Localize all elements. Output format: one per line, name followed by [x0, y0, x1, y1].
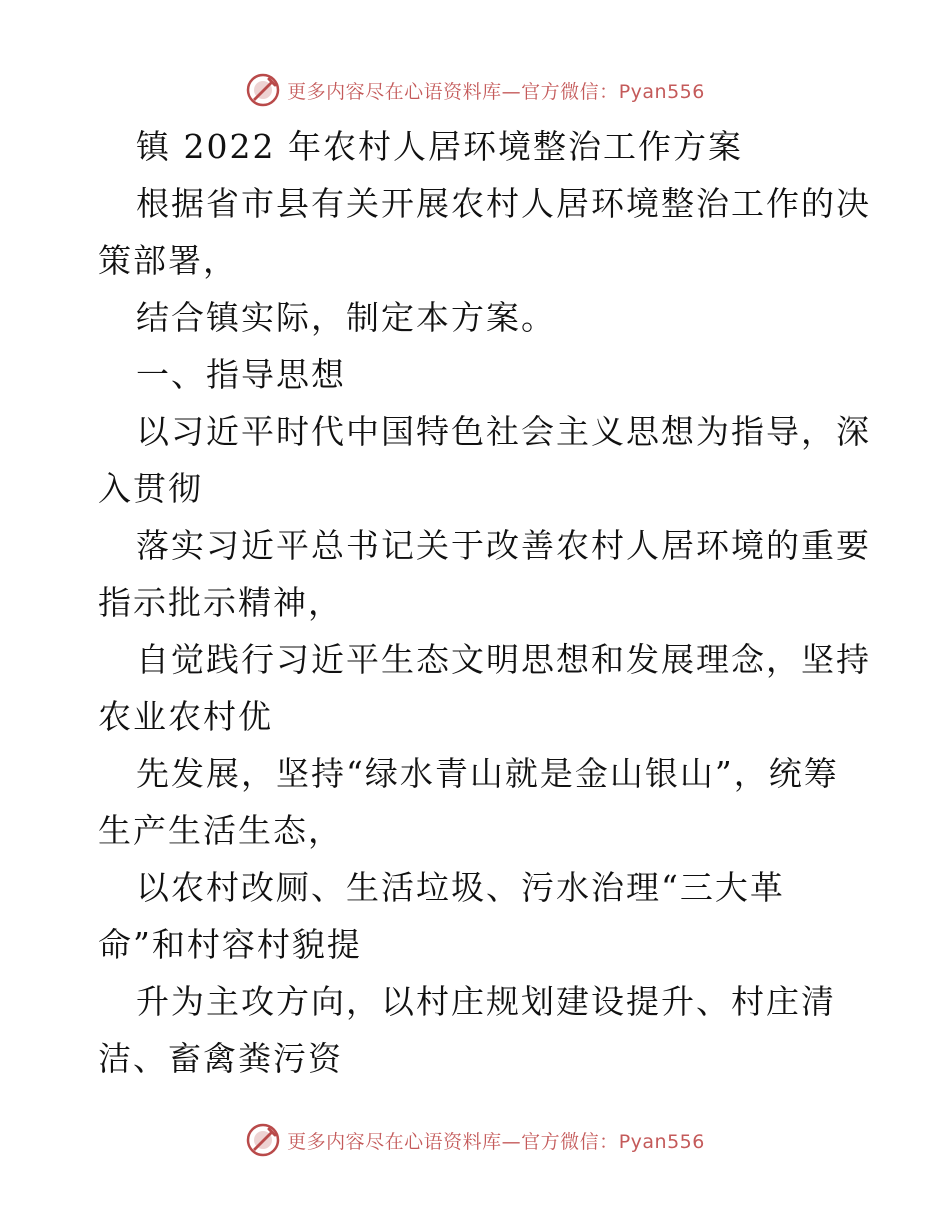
quill-seal-icon	[245, 72, 281, 108]
watermark-wechat-label: 官方微信：	[521, 1130, 619, 1153]
paragraph-line: 指示批示精神，	[98, 583, 343, 622]
paragraph-line: 根据省市县有关开展农村人居环境整治工作的决	[136, 184, 871, 223]
watermark-brand-text: 更多内容尽在心语资料库	[287, 80, 502, 103]
paragraph-line: 落实习近平总书记关于改善农村人居环境的重要	[136, 526, 871, 565]
paragraph-line: 入贯彻	[98, 469, 203, 508]
watermark-wechat-label: 官方微信：	[521, 80, 619, 103]
paragraph-line: 自觉践行习近平生态文明思想和发展理念，坚持	[136, 640, 871, 679]
paragraph-line: 农业农村优	[98, 697, 273, 736]
watermark-brand-text: 更多内容尽在心语资料库	[287, 1130, 502, 1153]
watermark-wechat-id: Pyan556	[618, 80, 705, 103]
document-body	[98, 118, 871, 1087]
paragraph-line: 策部署，	[98, 241, 238, 280]
document-title: 镇 2022 年农村人居环境整治工作方案	[136, 127, 743, 166]
quill-seal-icon	[245, 1122, 281, 1158]
paragraph-line: 先发展，坚持“绿水青山就是金山银山”，统筹	[136, 754, 839, 793]
paragraph-line: 以习近平时代中国特色社会主义思想为指导，深	[136, 412, 871, 451]
footer-watermark	[0, 1118, 950, 1162]
watermark-separator: —	[501, 80, 522, 103]
watermark-separator: —	[501, 1130, 522, 1153]
watermark-wechat-id: Pyan556	[618, 1130, 705, 1153]
paragraph-line: 结合镇实际，制定本方案。	[136, 298, 556, 337]
header-watermark	[0, 68, 950, 112]
paragraph-line: 命”和村容村貌提	[98, 925, 362, 964]
paragraph-line: 洁、畜禽粪污资	[98, 1039, 343, 1078]
paragraph-line: 升为主攻方向，以村庄规划建设提升、村庄清	[136, 982, 836, 1021]
paragraph-line: 一、指导思想	[136, 355, 346, 394]
paragraph-line: 生产生活生态，	[98, 811, 343, 850]
paragraph-line: 以农村改厕、生活垃圾、污水治理“三大革	[136, 868, 785, 907]
